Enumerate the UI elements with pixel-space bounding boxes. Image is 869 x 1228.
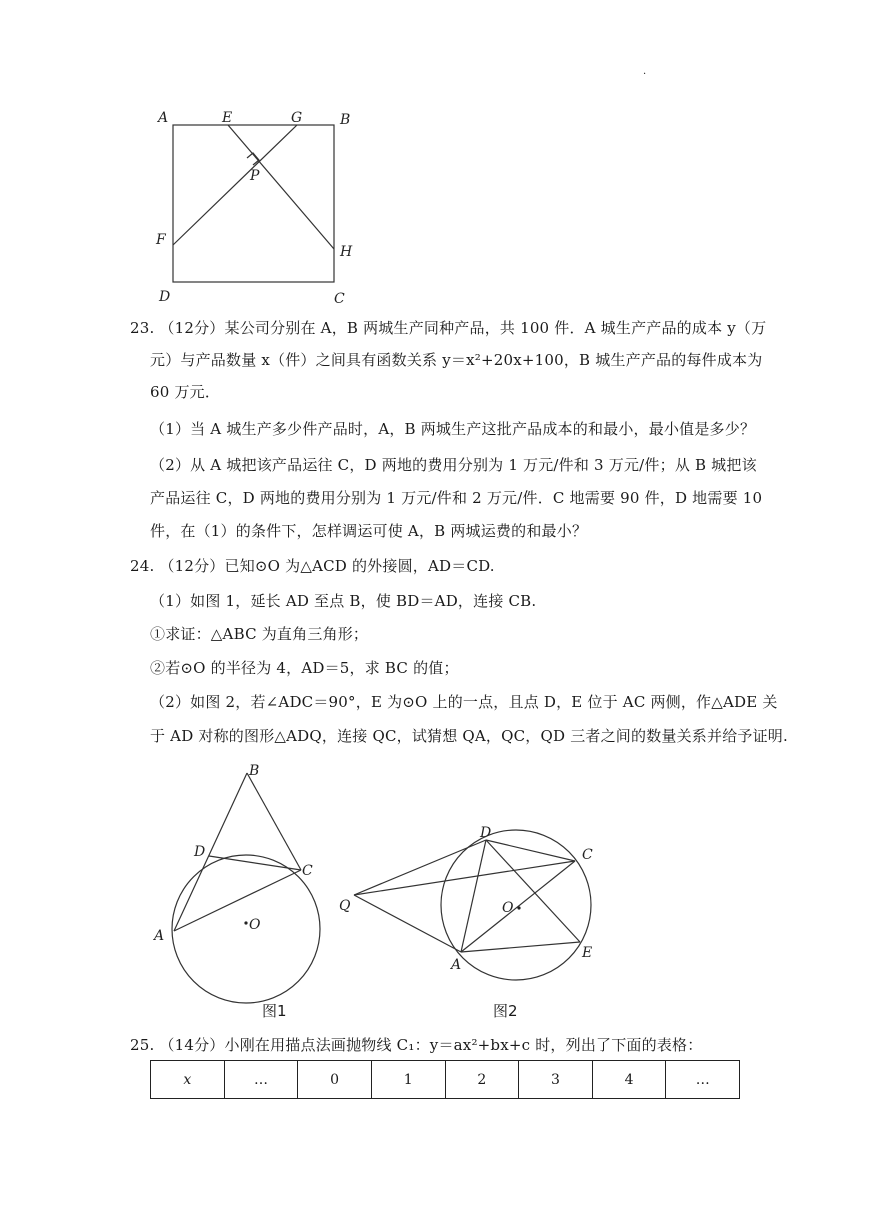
point-o-fig1 [244,921,247,924]
fig1-label-o: O [249,917,261,933]
fig1-label-b: B [249,763,260,779]
circle-o-fig1 [172,855,320,1003]
segment-dc [209,856,301,870]
table-cell: … [224,1061,298,1099]
q23-part2-line1: （2）从 A 城把该产品运往 C，D 两地的费用分别为 1 万元/件和 3 万元/件；从 B 城把该 [150,456,757,474]
label-a: A [158,110,169,126]
label-f: F [156,232,166,248]
value-table [150,1060,740,1099]
table-cell: 4 [592,1061,666,1099]
fig1-label-a: A [154,928,165,944]
q23-line3: 60 万元． [150,383,221,401]
figure-2 [335,815,605,995]
q23-part2-line2: 产品运往 C，D 两地的费用分别为 1 万元/件和 2 万元/件．C 地需要 90 件，D 地需要 10 [150,489,763,507]
label-p: P [250,168,260,184]
table-cell: 1 [371,1061,445,1099]
segment-qc [354,861,575,895]
q23-line2: 元）与产品数量 x（件）之间具有函数关系 y＝x²+20x+100，B 城生产产品的每件成本为 [150,351,763,369]
figure-1 [148,755,338,1005]
table-cell: 3 [519,1061,593,1099]
fig1-label-c: C [302,863,313,879]
q24-part2-line2: 于 AD 对称的图形△ADQ，连接 QC，试猜想 QA，QC，QD 三者之间的数量关系并给予证明. [150,727,788,745]
fig2-label-d: D [480,825,492,841]
fig2-label-o: O [502,900,514,916]
segment-gf [173,125,297,245]
label-g: G [291,110,303,126]
segment-qa [354,895,461,952]
table-cell: 2 [445,1061,519,1099]
fig1-label-d: D [194,844,206,860]
segment-ac [174,870,301,931]
segment-de [486,840,580,942]
fig2-label-q: Q [339,898,351,914]
circle-o-fig2 [441,830,591,980]
label-h: H [340,244,353,260]
fig2-label-c: C [582,847,593,863]
q24-part1: （1）如图 1，延长 AD 至点 B，使 BD＝AD，连接 CB. [150,592,537,610]
table-cell: … [666,1061,740,1099]
figure-2-caption: 图2 [493,1002,518,1020]
segment-ab [174,773,247,931]
fig2-label-a: A [451,957,462,973]
q23-part2-line3: 件，在（1）的条件下，怎样调运可使 A，B 两城运费的和最小？ [150,522,588,540]
point-o-fig2 [517,906,520,909]
fig2-label-e: E [582,945,593,961]
corner-mark: . [643,66,647,77]
q24-sub1: ①求证：△ABC 为直角三角形； [150,625,369,643]
label-d: D [159,289,171,305]
table-cell: x [151,1061,225,1099]
square-abcd [173,125,334,282]
q24-line1: 24. （12分）已知⊙O 为△ACD 的外接圆，AD＝CD. [130,557,495,575]
figure-1-caption: 图1 [262,1002,287,1020]
q23-part1: （1）当 A 城生产多少件产品时，A，B 两城生产这批产品成本的和最小，最小值是多少？ [150,420,756,438]
q23-line1: 23. （12分）某公司分别在 A，B 两城生产同种产品，共 100 件．A 城生产产品的成本 y（万 [130,319,767,337]
table-cell: 0 [298,1061,372,1099]
square-figure [150,105,370,310]
q24-part2-line1: （2）如图 2，若∠ADC＝90°，E 为⊙O 上的一点，且点 D，E 位于 AC 两侧，作△ADE 关 [150,693,778,711]
segment-qd [354,840,486,895]
label-c: C [334,291,345,307]
segment-ae [461,942,580,952]
q25-line1: 25. （14分）小刚在用描点法画抛物线 C₁：y＝ax²+bx+c 时，列出了下面的表格： [130,1036,703,1054]
label-b: B [340,112,351,128]
segment-dc-fig2 [486,840,575,861]
q24-sub2: ②若⊙O 的半径为 4，AD＝5，求 BC 的值； [150,659,459,677]
segment-eh [228,125,334,249]
label-e: E [222,110,233,126]
table-row [151,1061,740,1099]
